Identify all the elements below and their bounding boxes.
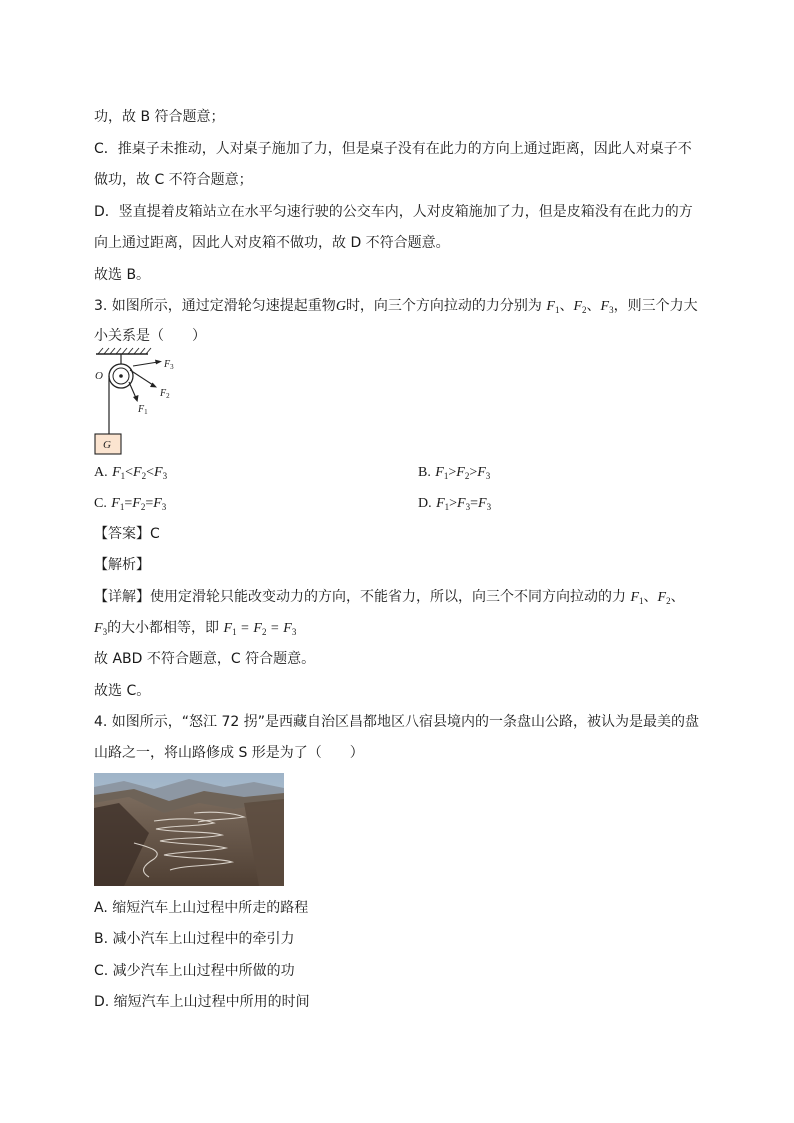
analysis-label: 【解析】 <box>94 557 150 573</box>
conclusion-line: 故 ABD 不符合题意，C 符合题意。 <box>94 651 316 667</box>
choice-line: 故选 C。 <box>94 683 151 699</box>
axle-label: O <box>95 370 103 382</box>
text-line: 向上通过距离，因此人对皮箱不做功，故 D 不符合题意。 <box>94 235 450 251</box>
option-d: D. $F_1>F_3=F_3$ <box>418 496 492 512</box>
force-f2: $F_2$ <box>573 299 587 315</box>
option-b: B. $F_1>F_2>F_3$ <box>418 465 491 481</box>
force-f1: $F_1$ <box>546 299 560 315</box>
text-line: D．竖直提着皮箱站立在水平匀速行驶的公交车内，人对皮箱施加了力，但是皮箱没有在此力的方 <box>94 204 693 220</box>
label-f1: $F_1$ <box>138 404 148 416</box>
q3-stem-line1 <box>94 296 698 316</box>
weight-symbol: G <box>335 299 346 314</box>
q4-stem-line2: 山路之一，将山路修成 S 形是为了（ ） <box>94 745 364 761</box>
stem-text: ，则三个力大 <box>613 298 698 314</box>
text-line: 故选 B。 <box>94 267 151 283</box>
detail-line1: 【详解】使用定滑轮只能改变动力的方向，不能省力，所以，向三个不同方向拉动的力 $F_1$、$F_2$、 <box>94 589 685 606</box>
rope-f1 <box>129 382 136 398</box>
detail-line2: $F_3$的大小都相等，即 $F_1 = F_2 = F_3$ <box>94 620 297 637</box>
text-line: 功，故 B 符合题意； <box>94 109 225 125</box>
q3-stem-line2: 小关系是（ ） <box>94 328 206 344</box>
separator: 、 <box>559 298 574 314</box>
separator: 、 <box>586 298 601 314</box>
text-line: 做功，故 C 不符合题意； <box>94 172 253 188</box>
label-f3: $F_3$ <box>164 359 174 371</box>
q4-option-a: A. 缩短汽车上山过程中所走的路程 <box>94 900 309 916</box>
q4-option-d: D. 缩短汽车上山过程中所用的时间 <box>94 994 310 1010</box>
option-c: C. $F_1=F_2=F_3$ <box>94 496 167 512</box>
stem-text: 3. 如图所示，通过定滑轮匀速提起重物 <box>94 298 336 314</box>
stem-text: 时，向三个方向拉动的力分别为 <box>345 298 542 314</box>
arrow-f1-icon <box>133 395 139 402</box>
text-line: C．推桌子未推动，人对桌子施加了力，但是桌子没有在此力的方向上通过距离，因此人对桌子不 <box>94 141 692 157</box>
q4-stem-line1: 4. 如图所示，“怒江 72 拐”是西藏自治区昌都地区八宿县境内的一条盘山公路，被认为是最美的盘 <box>94 714 700 730</box>
option-a: A. $F_1<F_2<F_3$ <box>94 465 168 481</box>
rope-f3 <box>133 362 158 366</box>
q4-option-b: B. 减小汽车上山过程中的牵引力 <box>94 931 295 947</box>
label-f2: $F_2$ <box>160 388 170 400</box>
arrow-f3-icon <box>155 360 162 365</box>
mountain-road-photo <box>94 773 284 886</box>
force-f3: $F_3$ <box>600 299 614 315</box>
pulley-axle <box>119 374 123 378</box>
ceiling-hatch <box>98 348 151 354</box>
load-label: G <box>103 439 111 451</box>
answer-label: 【答案】C <box>94 526 160 542</box>
q4-option-c: C. 减少汽车上山过程中所做的功 <box>94 963 295 979</box>
pulley-diagram <box>90 344 190 460</box>
